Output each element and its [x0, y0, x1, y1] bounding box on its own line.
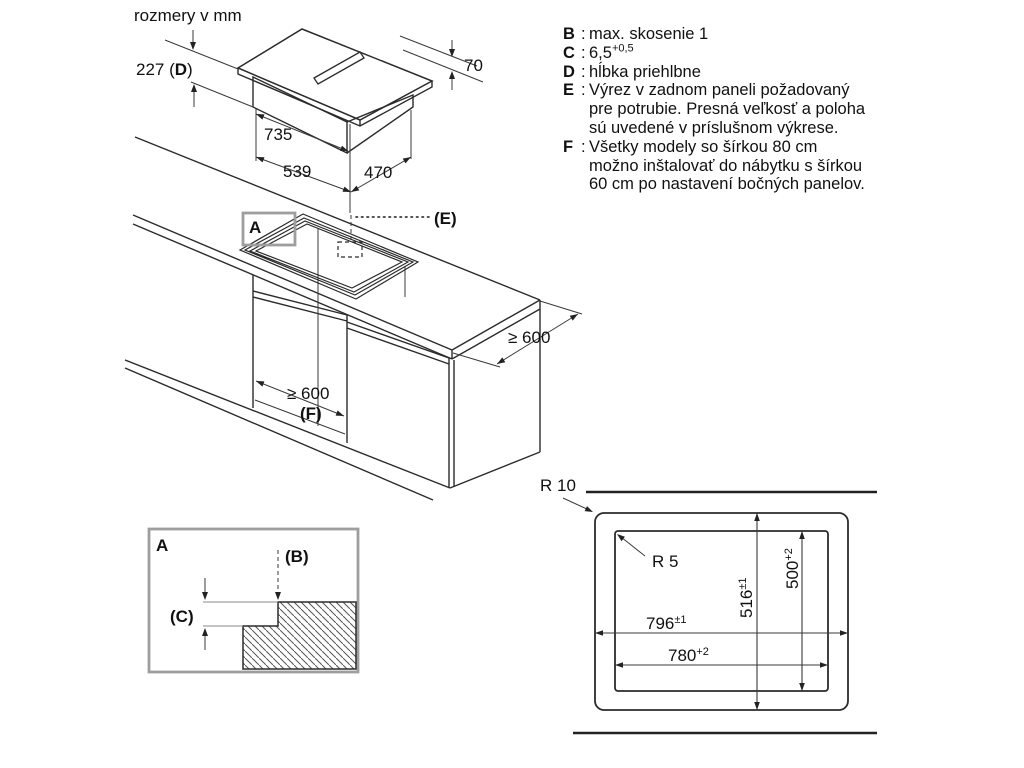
radius-outer-arrowhead — [585, 506, 593, 512]
dim-796-label: $796^{\pm 1}$ — [646, 614, 687, 633]
detail-b-label: (B) — [285, 547, 309, 566]
legend-item-e — [563, 81, 865, 137]
legend — [563, 25, 865, 194]
cutout-dim-arrowheads — [595, 513, 848, 710]
dim-735-label: 735 — [264, 125, 293, 144]
legend-colon: : — [581, 25, 586, 43]
cutout-outer-rect — [595, 513, 848, 710]
legend-key-b: B — [563, 25, 575, 43]
niche-width-key: (F) — [300, 404, 322, 423]
dim-516-label: $516^{\pm 1}$ — [737, 577, 756, 618]
legend-text-f-line3: 60 cm po nastavení bočných panelov. — [589, 175, 865, 194]
vent-label: (E) — [434, 209, 457, 228]
radius-inner-arrowhead — [617, 534, 625, 541]
dim-780-label: $780^{+2}$ — [668, 646, 709, 665]
dim-70-arrowheads — [449, 49, 455, 79]
dim-516-label-group — [737, 577, 756, 618]
cutout-dim-lines — [595, 513, 848, 710]
radius-inner-label: R 5 — [652, 552, 679, 571]
legend-key-f: F — [563, 137, 574, 156]
detail-c-label: (C) — [170, 607, 194, 626]
worktop-edge-lines — [573, 492, 877, 733]
legend-item-b — [563, 25, 865, 44]
detail-a-title: A — [156, 536, 169, 555]
legend-text-c: $6,5^{+0,5}$ — [589, 42, 634, 62]
legend-key-e: E — [563, 81, 575, 100]
legend-text-e-line1: Výrez v zadnom paneli požadovaný — [589, 81, 850, 100]
cutout-inner-rect — [615, 531, 828, 691]
radius-outer-leader — [563, 498, 589, 510]
counter-depth-label: ≥ 600 — [508, 328, 551, 347]
legend-item-c — [563, 44, 865, 63]
niche-width-label: ≥ 600 — [287, 384, 330, 403]
legend-text-c-tolerance: +0,5 — [611, 42, 634, 55]
legend-item-f — [563, 138, 865, 194]
dim-539-label: 539 — [283, 162, 312, 181]
legend-text-f-line1: Všetky modely so šírkou 80 cm — [589, 137, 818, 156]
radius-outer-label: R 10 — [540, 476, 576, 495]
dim-500-label: $500^{+2}$ — [783, 548, 802, 589]
dim-227-label: 227 (D) — [136, 60, 193, 79]
dim-500-label-group — [783, 548, 802, 589]
legend-key-d: D — [563, 62, 575, 81]
detail-a-marker-label: A — [249, 218, 262, 237]
detail-a-drawing — [149, 529, 358, 672]
countertop-edges — [133, 137, 540, 359]
dim-470-label: 470 — [364, 163, 393, 182]
drawing-units-title: rozmery v mm — [134, 6, 242, 25]
legend-item-d — [563, 63, 865, 82]
legend-text-d: hĺbka priehlbne — [589, 62, 701, 81]
legend-key-c: C — [563, 43, 575, 62]
radius-inner-leader — [621, 537, 645, 556]
cutout-plan-drawing — [540, 476, 877, 733]
worktop-cutout-frame — [240, 214, 418, 299]
legend-text-f-line2: možno inštalovať do nábytku s šírkou — [589, 156, 863, 175]
legend-text-e-line3: sú uvedené v príslušnom výkrese. — [589, 118, 839, 137]
dim-70-label: 70 — [464, 56, 483, 75]
legend-colon: : — [581, 137, 586, 156]
legend-text-e-line2: pre potrubie. Presná veľkosť a poloha — [589, 100, 866, 119]
hob-isometric-drawing — [134, 6, 483, 213]
legend-colon: : — [581, 81, 586, 100]
legend-colon: : — [581, 43, 586, 62]
legend-text-b: max. skosenie 1 — [589, 25, 709, 43]
legend-colon: : — [581, 62, 586, 81]
